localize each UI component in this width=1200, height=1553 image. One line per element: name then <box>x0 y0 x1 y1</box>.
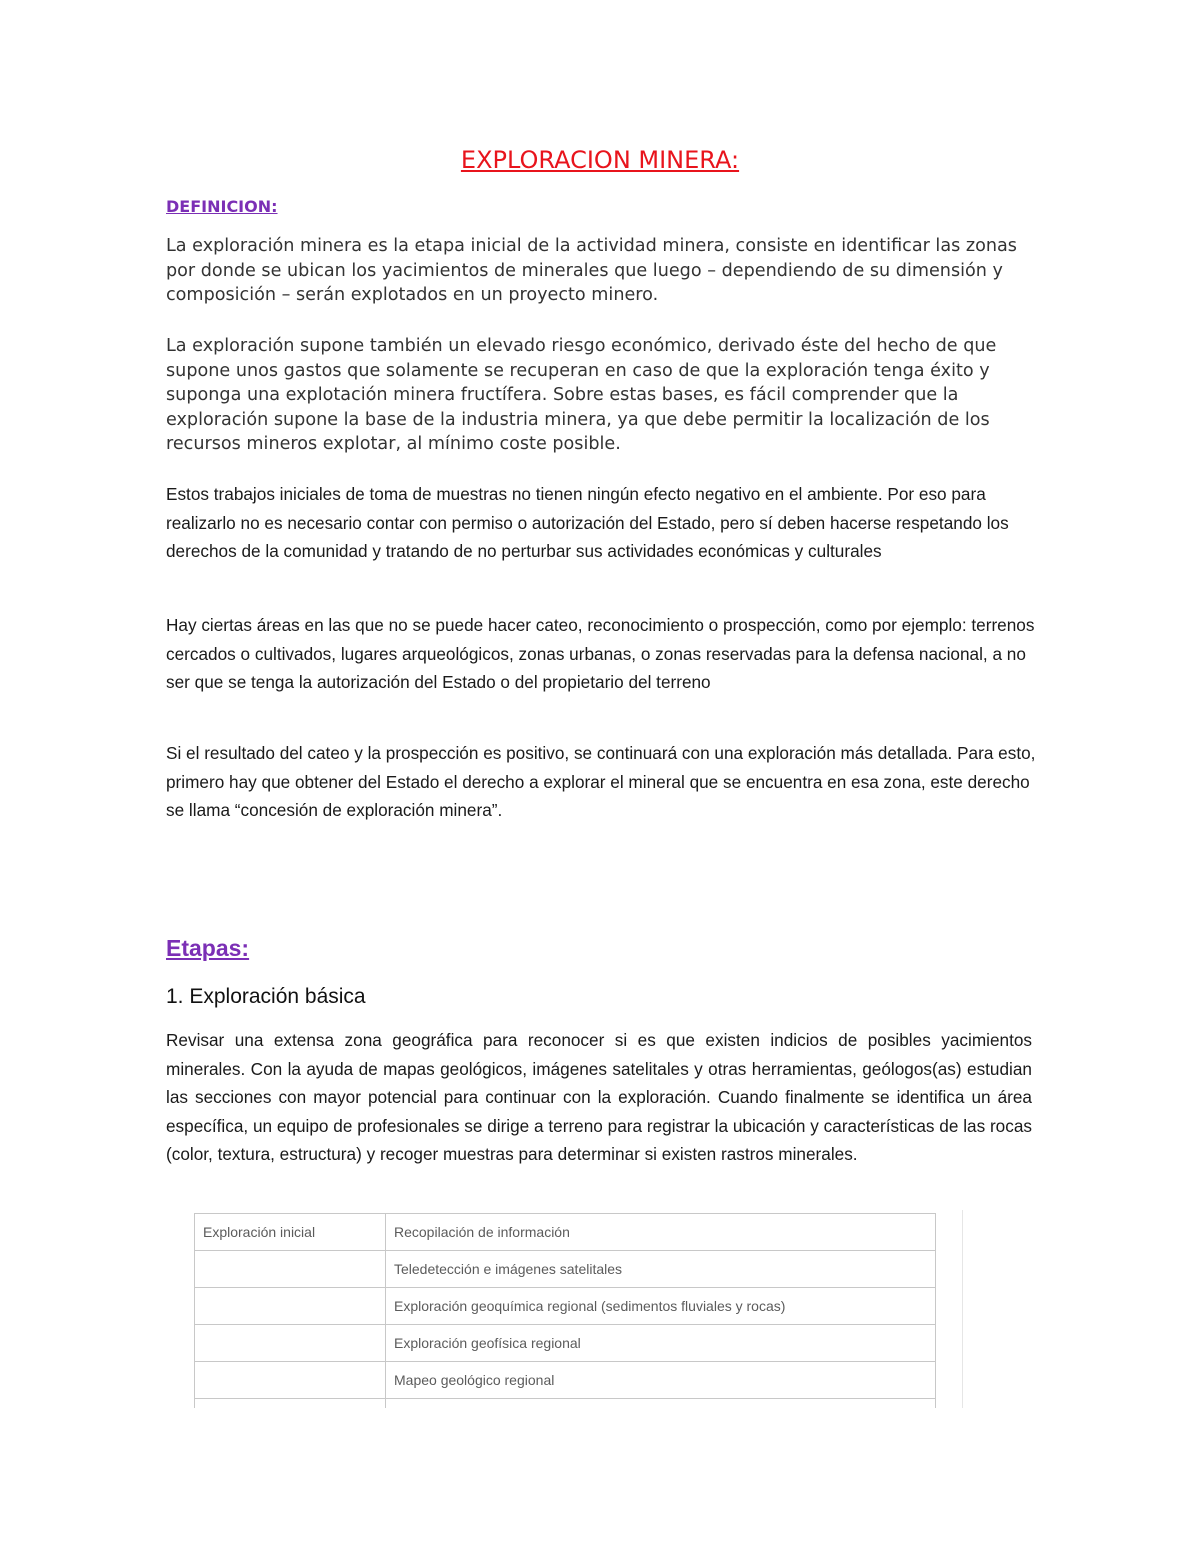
stage1-paragraph: Revisar una extensa zona geográfica para reconocer si es que existen indicios de posibles yacimientos minerales. Con la ayuda de mapas geológicos, imágenes satelitales y otras herramientas, geólogos(as) estudian las secciones con mayor potencial para continuar con la exploración. Cuando finalmente se identifica un área específica, un equipo de profesionales se dirige a terreno para registrar la ubicación y características de las rocas (color, textura, estructura) y recoger muestras para determinar si existen rastros minerales. <box>166 1030 1032 1164</box>
etapas-heading: Etapas: <box>166 935 250 961</box>
paragraph-definition: La exploración minera es la etapa inicial de la actividad minera, consiste en identificar las zonas por donde se ubican los yacimientos de minerales que luego – dependiendo de su dimensión y composición – serán explotados en un proyecto minero. <box>166 236 1017 305</box>
table-cell <box>195 1325 386 1362</box>
document-title: EXPLORACION MINERA: <box>460 146 740 174</box>
table-cell: Exploración inicial <box>195 1214 386 1251</box>
table-row <box>195 1325 936 1362</box>
paragraph-restricted-areas: Hay ciertas áreas en las que no se puede hacer cateo, reconocimiento o prospección, como por ejemplo: terrenos cercados o cultivados, lugares arqueológicos, zonas urbanas, o zonas reservadas para la defensa nacional, a no ser que se tenga la autorización del Estado o del propietario del terreno <box>166 615 1035 692</box>
table-cell <box>195 1251 386 1288</box>
table-cell: Recopilación de información <box>386 1214 936 1251</box>
paragraph-risk: La exploración supone también un elevado riesgo económico, derivado éste del hecho de que supone unos gastos que solamente se recuperan en caso de que la exploración tenga éxito y suponga una explotación minera fructífera. Sobre estas bases, es fácil comprender que la exploración supone la base de la industria minera, ya que debe permitir la localización de los recursos mineros explotar, al mínimo coste posible. <box>166 336 997 454</box>
table-row <box>195 1251 936 1288</box>
table-cell <box>195 1399 386 1409</box>
table-cell <box>195 1362 386 1399</box>
table-cell: Exploración geofísica regional <box>386 1325 936 1362</box>
table-cell: Teledetección e imágenes satelitales <box>386 1251 936 1288</box>
table-cell: Mapeo geológico regional <box>386 1362 936 1399</box>
table-cell <box>386 1399 936 1409</box>
paragraph-initial-work: Estos trabajos iniciales de toma de muestras no tienen ningún efecto negativo en el ambiente. Por eso para realizarlo no es necesario contar con permiso o autorización del Estado, pero sí deben hacerse respetando los derechos de la comunidad y tratando de no perturbar sus actividades económicas y culturales <box>166 484 1009 561</box>
table-cell <box>195 1288 386 1325</box>
definicion-label: DEFINICION: <box>166 197 278 216</box>
table-row <box>195 1362 936 1399</box>
stage1-heading: 1. Exploración básica <box>166 985 366 1008</box>
table-row <box>195 1288 936 1325</box>
paragraph-concession: Si el resultado del cateo y la prospección es positivo, se continuará con una exploración más detallada. Para esto, primero hay que obtener del Estado el derecho a explorar el mineral que se encuentra en esa zona, este derecho se llama “concesión de exploración minera”. <box>166 743 1036 820</box>
table-cell: Exploración geoquímica regional (sedimentos fluviales y rocas) <box>386 1288 936 1325</box>
table-divider <box>962 1210 963 1408</box>
exploration-table <box>194 1213 936 1408</box>
table-row <box>195 1399 936 1409</box>
table-row <box>195 1214 936 1251</box>
